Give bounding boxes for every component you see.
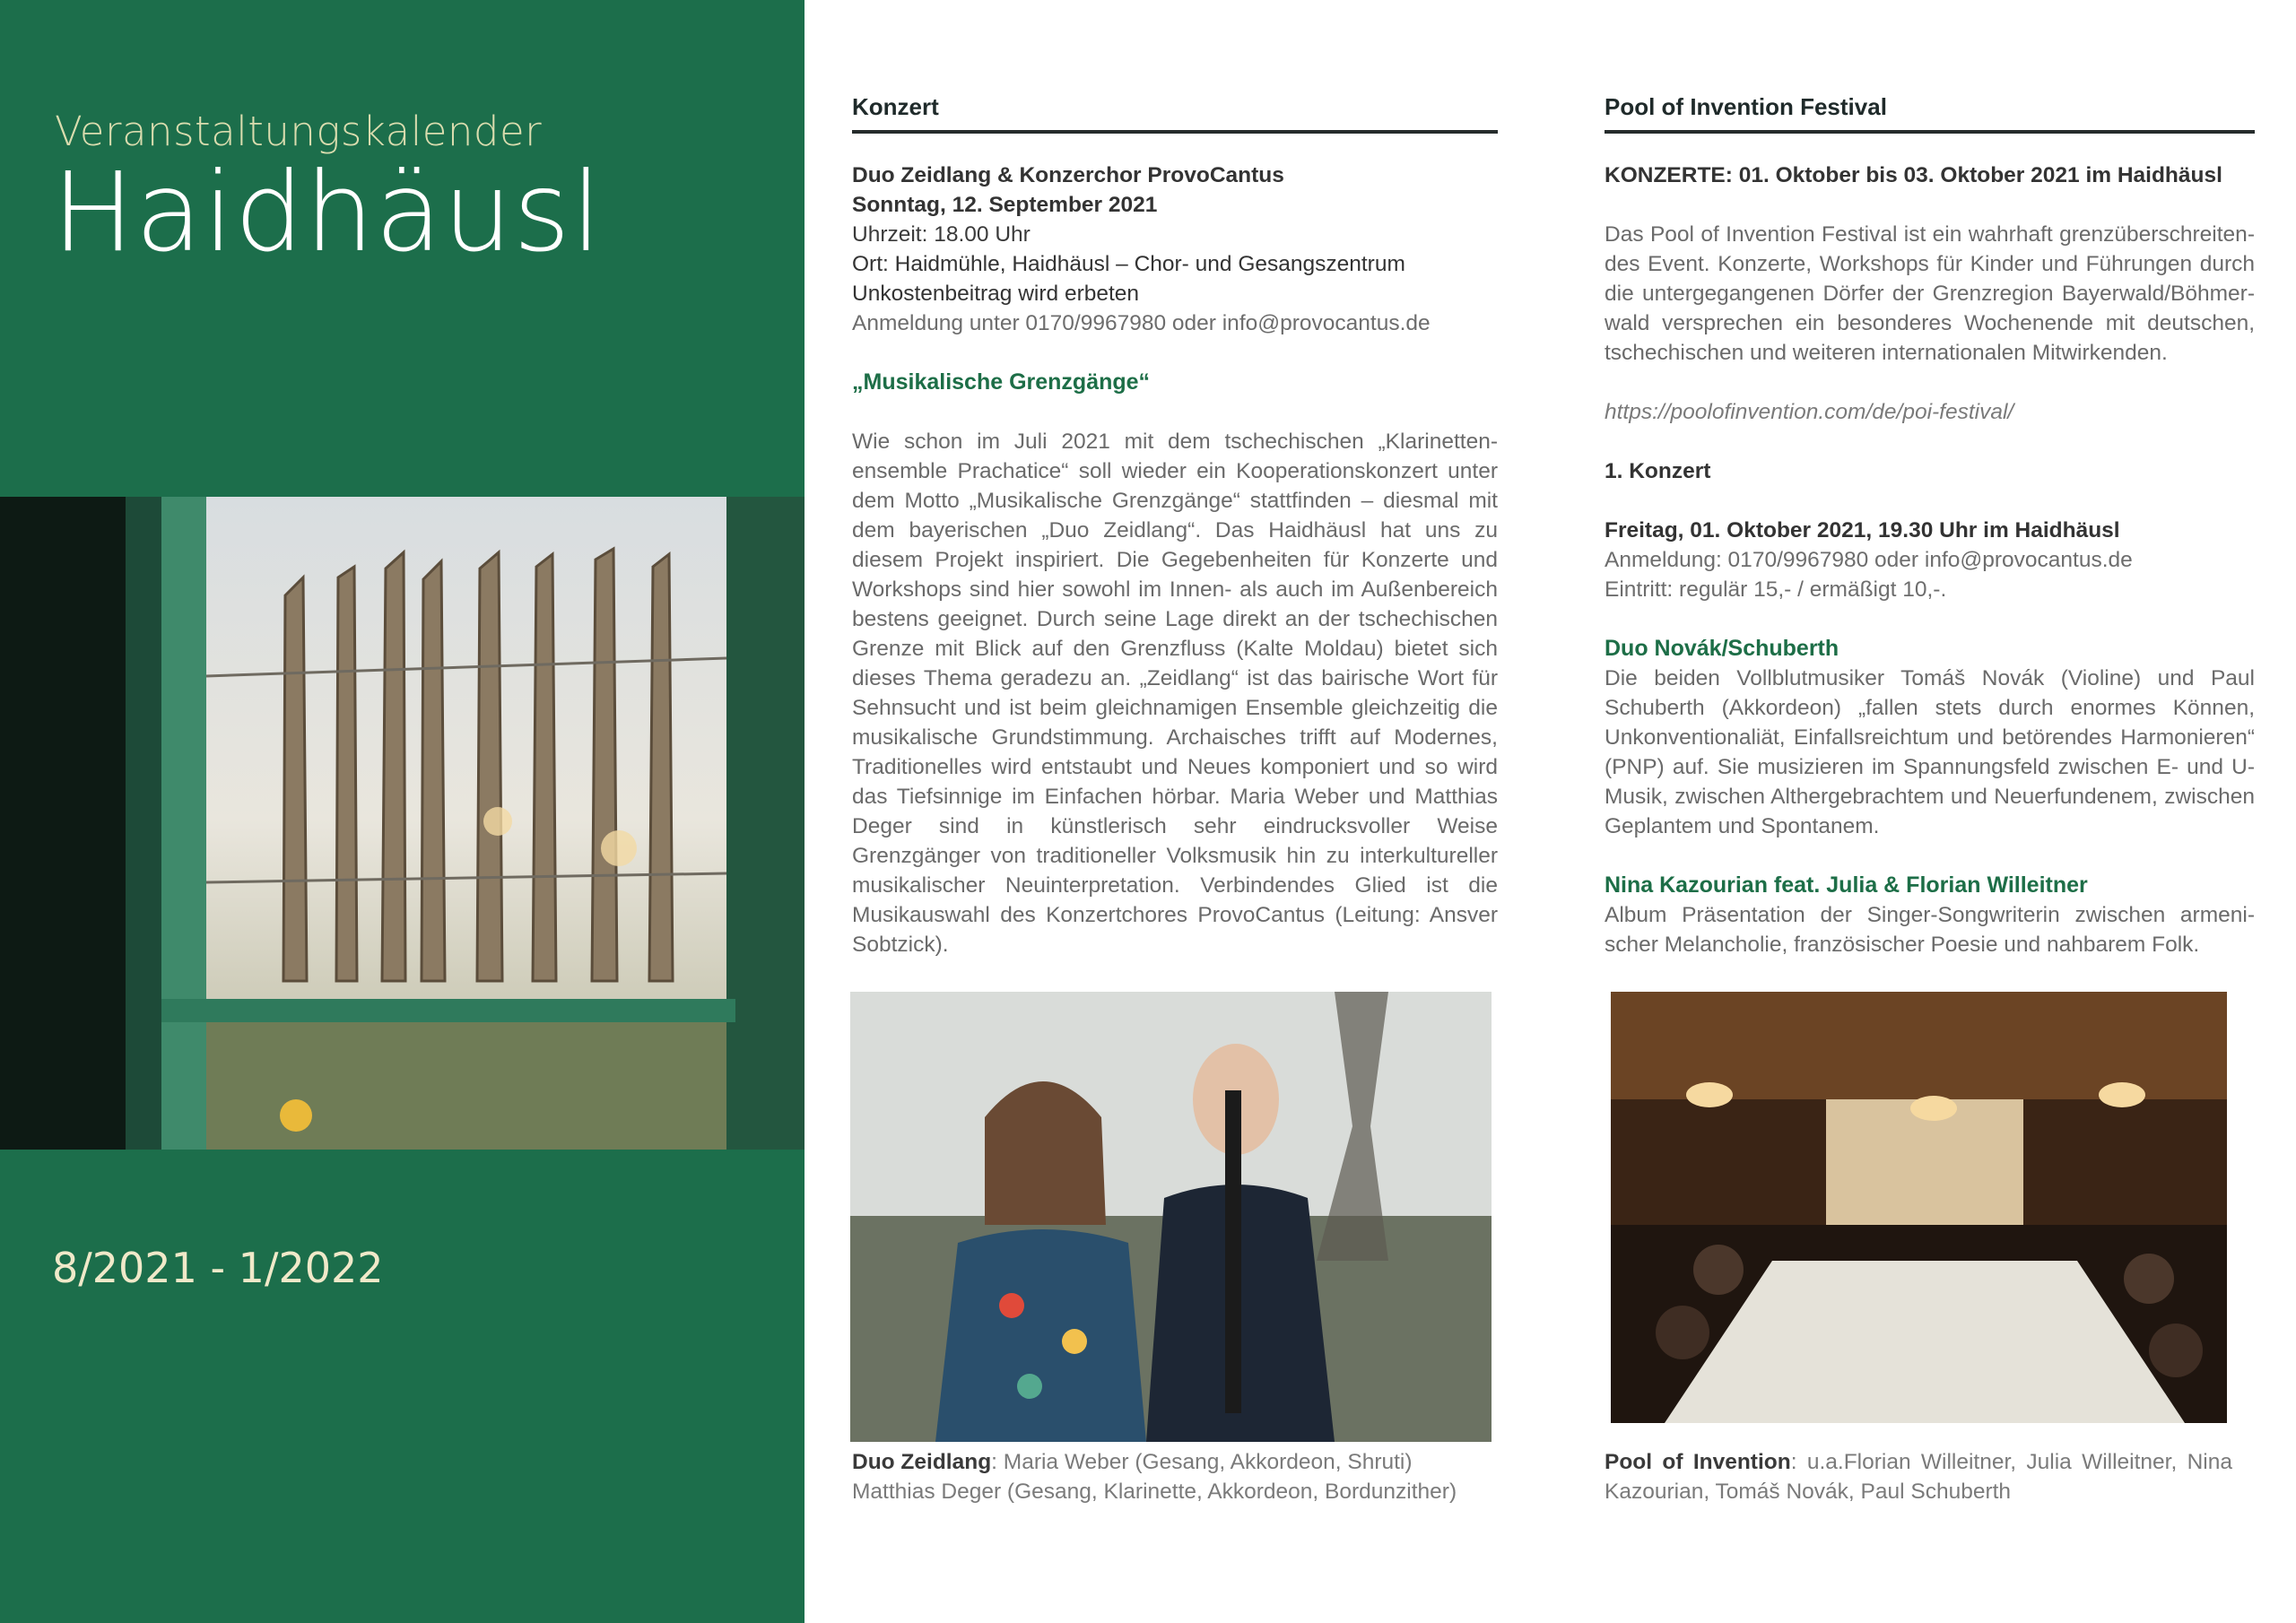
festival-link[interactable]: https://poolofinvention.com/de/poi-festival/ bbox=[1605, 400, 2014, 424]
festival-heading: Pool of Invention Festival bbox=[1605, 93, 2255, 134]
cover-overline: Veranstaltungskalender bbox=[55, 108, 543, 155]
concert-time: Uhrzeit: 18.00 Uhr bbox=[852, 222, 1031, 247]
cover-panel bbox=[0, 0, 804, 1623]
concert-location: Ort: Haidmühle, Haidhäusl – Chor- und Gesangszentrum bbox=[852, 252, 1405, 276]
festival-column bbox=[1605, 93, 2255, 959]
concert-description: Wie schon im Juli 2021 mit dem tschechischen „Klarinettenensemble Prachatice“ soll wieder ein Kooperationskonzert unter dem Motto „Musikalische Grenzgänge“ stattfinden – diesmal mit dem bayerischen „Duo Zeidlang“. Das Haidhäusl hat uns zu diesem Projekt inspiriert. Die Gegebenheiten für Konzerte und Workshops sind hier sowohl im Innen- als auch im Außenbereich bestens geeignet. Durch seine Lage direkt an der tschechischen Grenze mit Blick auf den Grenzfluss (Kalte Moldau) bietet sich dieses Thema geradezu an. „Zeidlang“ ist das bairische Wort für Sehnsucht und ist beim gleichnamigen Ensemble gleichzeitig die musikalische Grundstimmung. Archaisches trifft auf Modernes, Traditionelles wird entstaubt und Neues komponiert und so wird das Tiefsinnige im Einfachen hörbar. Maria Weber und Matthias Deger sind in künstlerisch sehr eindrucksvoller Weise Grenzgänger von traditioneller Volksmusik hin zu interkultureller musikalischer Neuinterpretation. Verbindendes Glied ist die Musikauswahl des Konzertchores ProvoCantus (Leitung: Ansver Sobtzick). bbox=[852, 430, 1498, 957]
concert-registration: Anmeldung unter 0170/9967980 oder info@provocantus.de bbox=[852, 311, 1431, 335]
concert-one-registration: Anmeldung: 0170/9967980 oder info@provocantus.de bbox=[1605, 548, 2133, 572]
concert-title: Duo Zeidlang & Konzerchor ProvoCantus bbox=[852, 163, 1284, 187]
festival-dates: KONZERTE: 01. Oktober bis 03. Oktober 2021 im Haidhäusl bbox=[1605, 163, 2222, 187]
pool-of-invention-photo bbox=[1611, 992, 2227, 1423]
caption-duo-members-1: : Maria Weber (Gesang, Akkordeon, Shruti) bbox=[991, 1450, 1413, 1474]
caption-duo-name: Duo Zeidlang bbox=[852, 1450, 992, 1474]
cover-title: Haidhäusl bbox=[52, 149, 603, 276]
cover-date-range: 8/2021 - 1/2022 bbox=[52, 1244, 384, 1292]
duo-zeidlang-caption bbox=[852, 1447, 1498, 1506]
window-fence-photo bbox=[0, 497, 804, 1150]
caption-pool-name: Pool of Invention bbox=[1605, 1450, 1791, 1474]
caption-duo-members-2: Matthias Deger (Gesang, Klarinette, Akkordeon, Bordunzither) bbox=[852, 1480, 1457, 1504]
act-one-description: Die beiden Vollblutmusiker Tomáš Novák (Violine) und Paul Schuberth (Akkordeon) „fallen stets durch enormes Können, Unkonventionaliät, Einfallsreichtum und betörendes Harmonieren“ (PNP) auf. Sie musizieren im Spannungsfeld zwischen E- und U-Musik, zwischen Althergebrachtem und Neuerfundenem, zwischen Geplantem und Spontanem. bbox=[1605, 666, 2255, 838]
concert-date: Sonntag, 12. September 2021 bbox=[852, 193, 1158, 217]
concert-details bbox=[852, 161, 1498, 338]
concert-fee: Unkostenbeitrag wird erbeten bbox=[852, 282, 1140, 306]
act-one-name: Duo Novák/Schuberth bbox=[1605, 636, 1839, 661]
caption-pool-members: : u.a.Florian Willeitner, Julia Willeitner, Nina Kazourian, Tomáš Novák, Paul Schuberth bbox=[1605, 1450, 2232, 1504]
concert-subtitle: „Musikalische Grenzgänge“ bbox=[852, 369, 1151, 395]
act-two-description: Album Präsentation der Singer-Songwriterin zwischen armenischer Melancholie, französischer Poesie und nahbarem Folk. bbox=[1605, 903, 2255, 957]
concert-one-admission: Eintritt: regulär 15,- / ermäßigt 10,-. bbox=[1605, 577, 1947, 602]
concert-column bbox=[852, 93, 1498, 959]
act-two-name: Nina Kazourian feat. Julia & Florian Willeitner bbox=[1605, 872, 2088, 898]
concert-one-date: Freitag, 01. Oktober 2021, 19.30 Uhr im Haidhäusl bbox=[1605, 518, 2120, 542]
duo-zeidlang-photo bbox=[850, 992, 1492, 1442]
concert-one-label: 1. Konzert bbox=[1605, 459, 1711, 483]
festival-intro: Das Pool of Invention Festival ist ein wahrhaft grenzüberschreitendes Event. Konzerte, Workshops für Kinder und Führungen durch die untergegangenen Dörfer der Grenzregion Bayerwald/Böhmerwald versprechen ein besonderes Wochenende mit deutschen, tschechischen und weiteren internationalen Mitwirkenden. bbox=[1605, 222, 2255, 365]
concert-heading: Konzert bbox=[852, 93, 1498, 134]
pool-of-invention-caption bbox=[1605, 1447, 2232, 1506]
